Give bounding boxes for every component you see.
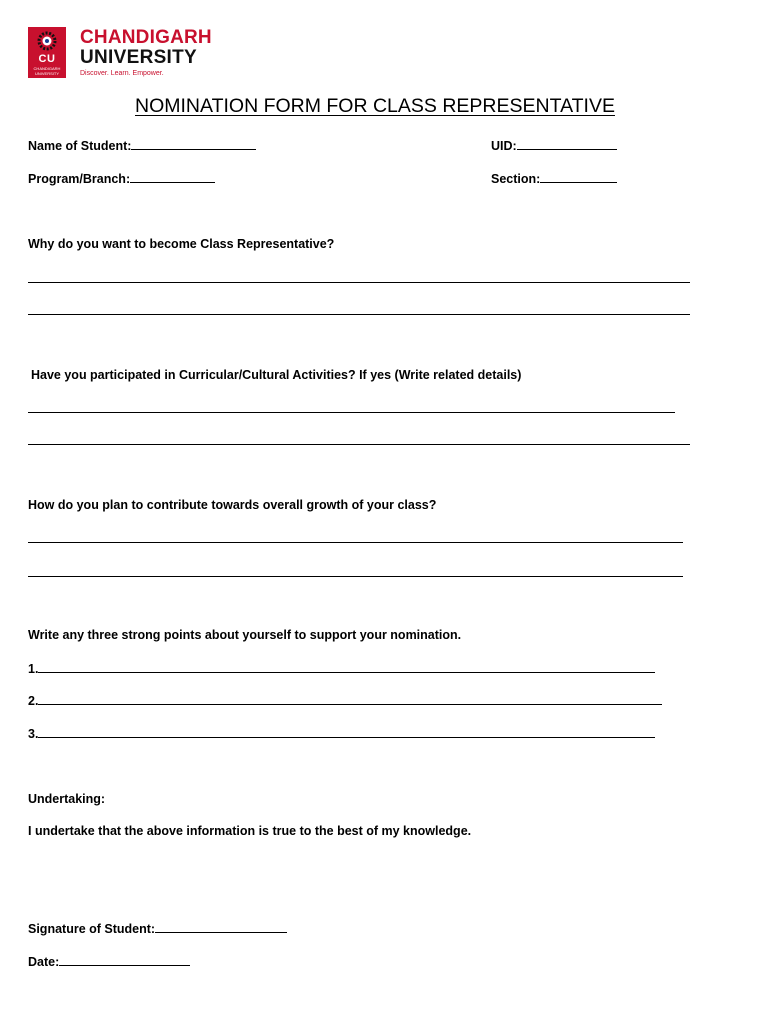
date-label: Date: <box>28 955 60 969</box>
logo-name-line2: UNIVERSITY <box>80 47 198 68</box>
logo-name-line1: CHANDIGARH <box>80 27 212 48</box>
point-number: 3. <box>28 727 39 741</box>
question-4: Write any three strong points about yourself to support your nomination. <box>28 628 462 642</box>
question-2: Have you participated in Curricular/Cultural Activities? If yes (Write related details) <box>31 368 522 382</box>
university-logo <box>28 27 212 79</box>
logo-badge-text: CU <box>38 53 56 65</box>
logo-badge <box>28 27 66 78</box>
answer-line[interactable] <box>28 314 690 315</box>
name-label: Name of Student: <box>28 139 132 153</box>
question-1: Why do you want to become Class Representative? <box>28 237 335 251</box>
point-1[interactable] <box>28 662 655 677</box>
logo-tagline: Discover. Learn. Empower. <box>80 70 164 77</box>
point-blank[interactable] <box>38 727 655 738</box>
program-field[interactable] <box>28 172 215 187</box>
program-blank[interactable] <box>130 172 215 183</box>
date-field[interactable] <box>28 955 190 970</box>
signature-label: Signature of Student: <box>28 922 156 936</box>
section-field[interactable] <box>491 172 617 187</box>
answer-line[interactable] <box>28 444 690 445</box>
uid-label: UID: <box>491 139 517 153</box>
date-blank[interactable] <box>59 955 190 966</box>
answer-line[interactable] <box>28 576 683 577</box>
section-label: Section: <box>491 172 541 186</box>
gear-emblem-icon <box>32 30 62 52</box>
point-blank[interactable] <box>38 662 655 673</box>
name-blank[interactable] <box>131 139 256 150</box>
undertaking-text: I undertake that the above information is true to the best of my knowledge. <box>28 824 472 838</box>
program-label: Program/Branch: <box>28 172 131 186</box>
section-blank[interactable] <box>540 172 617 183</box>
question-3: How do you plan to contribute towards overall growth of your class? <box>28 498 437 512</box>
name-field[interactable] <box>28 139 256 154</box>
form-title: NOMINATION FORM FOR CLASS REPRESENTATIVE <box>135 95 615 117</box>
point-number: 1. <box>28 662 39 676</box>
uid-field[interactable] <box>491 139 617 154</box>
point-number: 2. <box>28 694 39 708</box>
signature-field[interactable] <box>28 922 287 937</box>
answer-line[interactable] <box>28 282 690 283</box>
answer-line[interactable] <box>28 412 675 413</box>
answer-line[interactable] <box>28 542 683 543</box>
undertaking-heading: Undertaking: <box>28 792 106 806</box>
point-2[interactable] <box>28 694 662 709</box>
point-blank[interactable] <box>38 694 662 705</box>
point-3[interactable] <box>28 727 655 742</box>
logo-badge-small-text: CHANDIGARH UNIVERSITY <box>33 66 61 76</box>
signature-blank[interactable] <box>155 922 287 933</box>
uid-blank[interactable] <box>517 139 617 150</box>
